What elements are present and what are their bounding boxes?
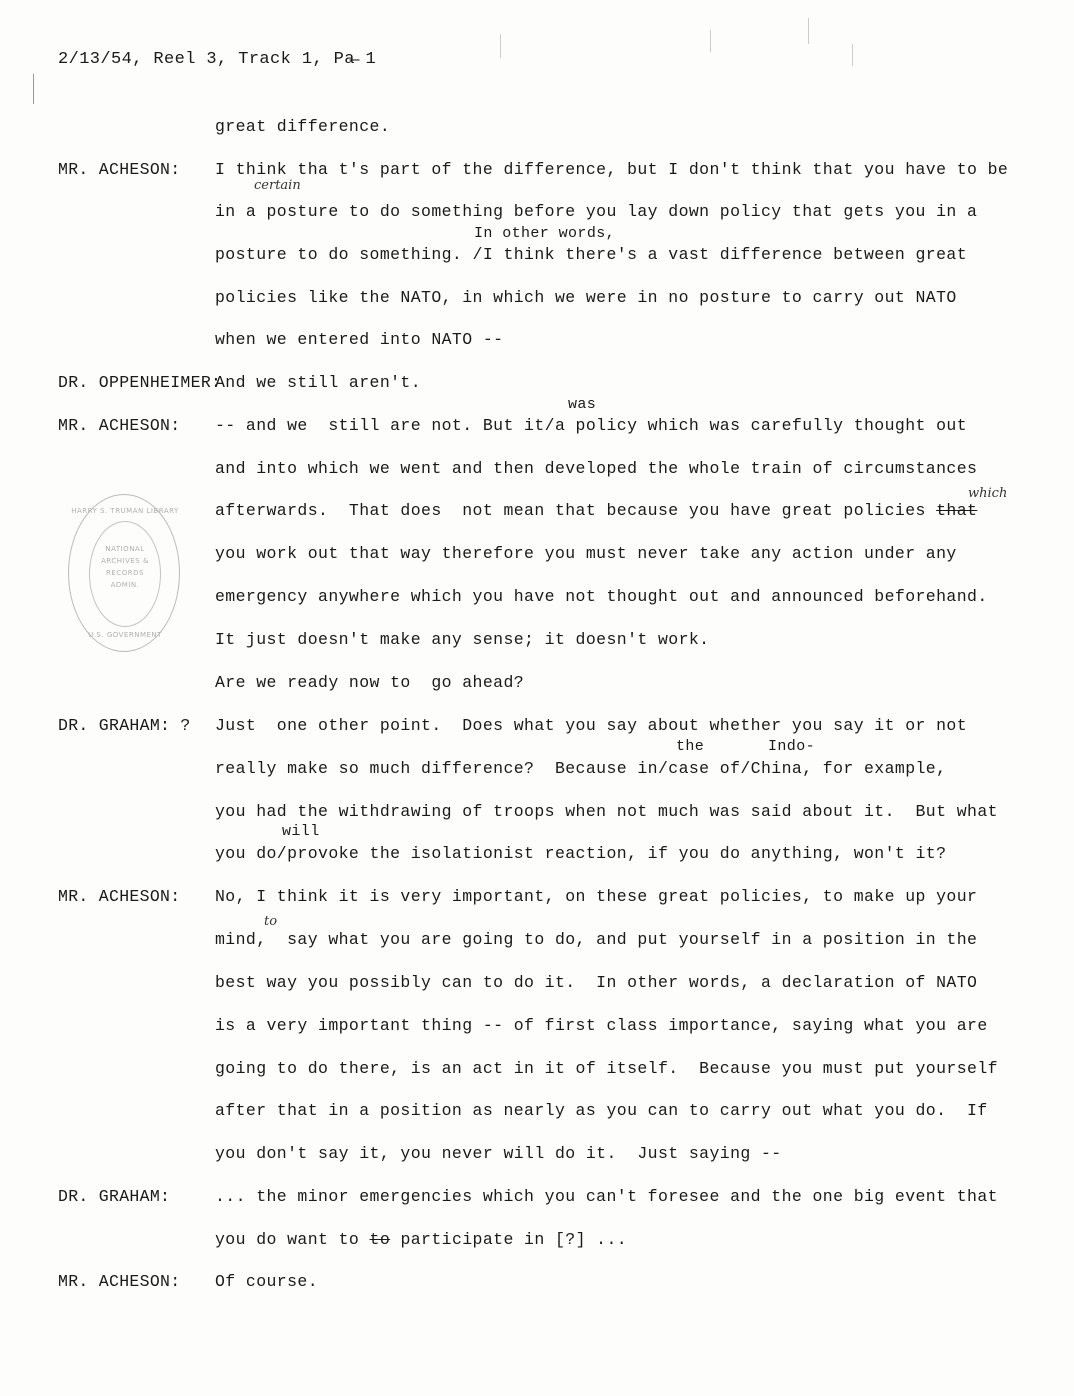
typed-insertion: will <box>282 823 320 840</box>
transcript-line <box>215 1230 627 1249</box>
speaker-label: MR. ACHESON: <box>58 160 181 179</box>
transcript-line: And we still aren't. <box>215 373 422 392</box>
stamp-text: NATIONAL <box>105 545 145 553</box>
transcript-line: I think tha t's part of the difference, but I don't think that you have to be <box>215 160 1009 179</box>
speaker-label: MR. ACHESON: <box>58 416 181 435</box>
handwritten-insertion: certain <box>254 178 301 193</box>
transcript-line: going to do there, is an act in it of itself. Because you must put yourself <box>215 1059 998 1078</box>
transcript-line: in a posture to do something before you lay down policy that gets you in a <box>215 202 978 221</box>
transcript-line: -- and we still are not. But it/a policy which was carefully thought out <box>215 416 968 435</box>
struck-word: that <box>936 501 978 520</box>
handwritten-insertion: which <box>968 486 1008 501</box>
transcript-line: Just one other point. Does what you say about whether you say it or not <box>215 716 968 735</box>
transcript-line: you work out that way therefore you must never take any action under any <box>215 544 957 563</box>
transcript-line: policies like the NATO, in which we were in no posture to carry out NATO <box>215 288 957 307</box>
transcript-line: and into which we went and then developed the whole train of circumstances <box>215 459 978 478</box>
scan-mark <box>500 34 501 58</box>
scan-mark <box>33 74 34 104</box>
transcript-line: great difference. <box>215 117 391 136</box>
transcript-line: No, I think it is very important, on these great policies, to make up your <box>215 887 978 906</box>
stamp-text: ARCHIVES & <box>101 557 149 565</box>
speaker-label: DR. OPPENHEIMER: <box>58 373 222 392</box>
library-stamp <box>68 494 180 652</box>
handwritten-insertion: to <box>264 914 278 929</box>
transcript-line: is a very important thing -- of first class importance, saying what you are <box>215 1016 988 1035</box>
page-header: 2/13/54, Reel 3, Track 1, Pa̶̶ 1 <box>58 50 377 69</box>
scan-mark <box>808 18 809 44</box>
typed-insertion: was <box>568 396 597 413</box>
transcript-line: really make so much difference? Because in/case of/China, for example, <box>215 759 947 778</box>
line-text: participate in [?] ... <box>390 1230 628 1249</box>
speaker-label: MR. ACHESON: <box>58 887 181 906</box>
speaker-label: MR. ACHESON: <box>58 1272 181 1291</box>
transcript-line: mind, say what you are going to do, and put yourself in a position in the <box>215 930 978 949</box>
typed-insertion: Indo- <box>768 738 816 755</box>
speaker-label: DR. GRAHAM: <box>58 1187 171 1206</box>
stamp-bottom-text: U.S. GOVERNMENT <box>88 631 162 639</box>
transcript-line: after that in a position as nearly as you can to carry out what you do. If <box>215 1101 988 1120</box>
stamp-arc-text: HARRY S. TRUMAN LIBRARY <box>71 507 179 515</box>
transcript-line: best way you possibly can to do it. In other words, a declaration of NATO <box>215 973 978 992</box>
scan-mark <box>710 30 711 52</box>
transcript-line: when we entered into NATO -- <box>215 330 504 349</box>
stamp-text: ADMIN. <box>110 581 140 589</box>
line-text: afterwards. That does not mean that because you have great policies <box>215 501 937 520</box>
transcript-line: ... the minor emergencies which you can't foresee and the one big event that <box>215 1187 998 1206</box>
typed-insertion: In other words, <box>474 225 616 242</box>
transcript-line: It just doesn't make any sense; it doesn't work. <box>215 630 710 649</box>
transcript-line: you don't say it, you never will do it. Just saying -- <box>215 1144 782 1163</box>
transcript-line: emergency anywhere which you have not thought out and announced beforehand. <box>215 587 988 606</box>
transcript-line: Of course. <box>215 1272 319 1291</box>
scan-mark <box>852 44 853 66</box>
transcript-line: posture to do something. /I think there's a vast difference between great <box>215 245 968 264</box>
transcript-line <box>215 501 977 520</box>
stamp-text: RECORDS <box>106 569 144 577</box>
struck-word: to <box>369 1230 391 1249</box>
transcript-line: you had the withdrawing of troops when not much was said about it. But what <box>215 802 998 821</box>
transcript-line: Are we ready now to go ahead? <box>215 673 525 692</box>
transcript-line: you do/provoke the isolationist reaction, if you do anything, won't it? <box>215 844 947 863</box>
line-text: you do want to <box>215 1230 370 1249</box>
typed-insertion: the <box>676 738 705 755</box>
speaker-label: DR. GRAHAM: ? <box>58 716 191 735</box>
